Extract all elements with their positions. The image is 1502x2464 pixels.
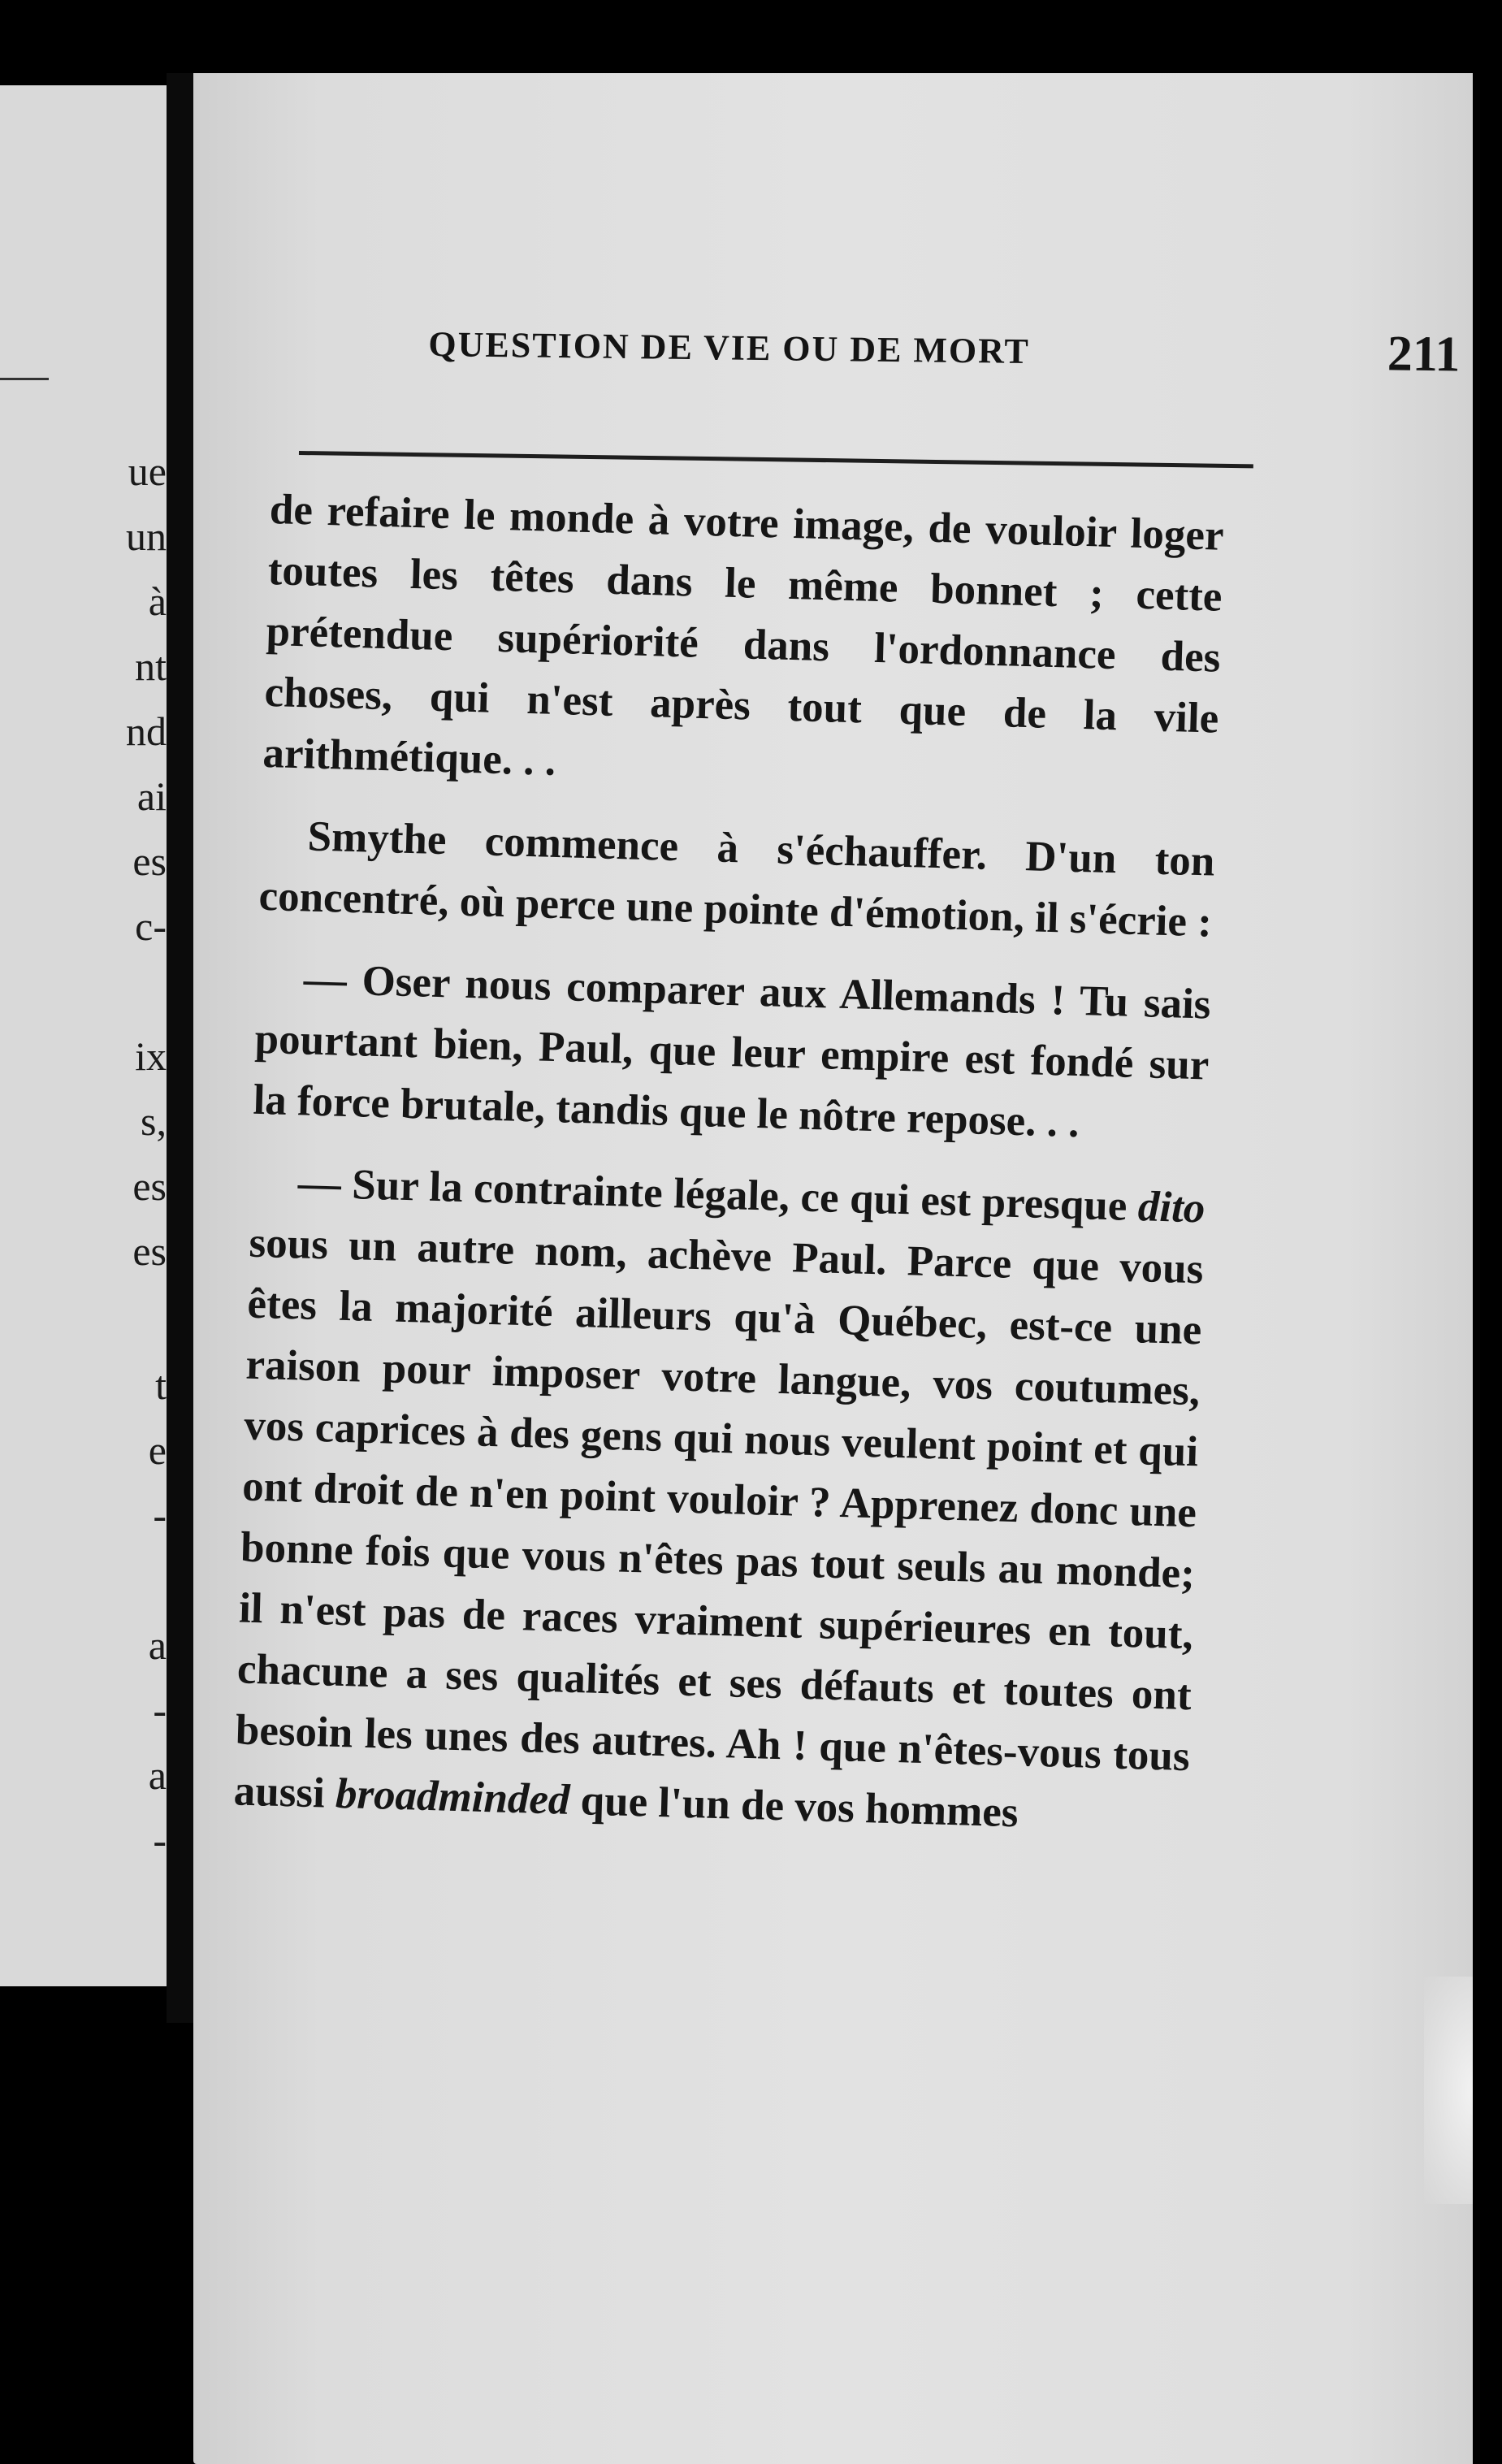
previous-page-sliver	[0, 85, 167, 1986]
paragraph-text: que l'un de vos hommes	[569, 1776, 1019, 1837]
paragraph: de refaire le monde à votre image, de vouloir loger toutes les têtes dans le même bonnet ; cette prétendue supériorité dans l'ordonnance des choses, qui n'est après tout que de la vile arithmétique. . .	[262, 485, 1225, 785]
italic-word: dito	[1137, 1183, 1206, 1232]
previous-page-fragment: e	[148, 1427, 167, 1473]
previous-page-fragment: nt	[135, 643, 167, 689]
previous-page-fragment: nd	[126, 708, 167, 754]
previous-page-fragment: à	[148, 578, 167, 624]
page-edge-wear	[1424, 1977, 1473, 2204]
previous-page-fragment: ue	[128, 448, 167, 494]
header-rule	[299, 451, 1253, 468]
previous-page-fragment: s,	[141, 1098, 167, 1144]
previous-page-fragment: es	[132, 1163, 167, 1209]
previous-page-fragment: un	[126, 513, 167, 559]
paragraph-text: — Sur la contrainte légale, ce qui est presque	[297, 1159, 1139, 1231]
previous-page-fragment: -	[153, 1687, 167, 1733]
previous-page-fragment: a	[148, 1622, 167, 1668]
previous-page-fragment: c-	[135, 903, 167, 949]
page-header	[428, 309, 1461, 395]
previous-page-fragment: es	[132, 838, 167, 884]
body-text	[232, 479, 1224, 1869]
book-page	[193, 73, 1473, 2464]
previous-page-fragment: -	[153, 1492, 167, 1538]
paragraph	[233, 1152, 1206, 1848]
paragraph-text: sous un autre nom, achève Paul. Parce que vous êtes la majorité ailleurs qu'à Québec, est-ce une raison pour imposer votre langue, vos coutumes, vos caprices à des gens qui nous veulent point et qui ont droit de n'en point vouloir ? Apprenez donc une bonne fois que vous n'êtes pas tout seuls au monde; il n'est pas de races vraiment supérieures en tout, chacune a ses qualités et ses défauts et toutes ont besoin les unes des autres. Ah ! que n'êtes-vous tous aussi	[233, 1219, 1205, 1817]
previous-page-fragment: ai	[136, 773, 167, 819]
page-number: 211	[1387, 326, 1461, 383]
previous-page-fragment: -	[153, 1817, 167, 1863]
previous-page-fragment: a	[148, 1752, 167, 1798]
paragraph: — Oser nous comparer aux Allemands ! Tu sais pourtant bien, Paul, que leur empire est fondé sur la force brutale, tandis que le nôtre repose. . .	[252, 955, 1212, 1147]
italic-word: broadminded	[335, 1769, 571, 1824]
previous-page-fragment: es	[132, 1228, 167, 1274]
running-title: QUESTION DE VIE OU DE MORT	[428, 323, 1031, 372]
previous-page-fragment: t	[155, 1362, 167, 1408]
previous-page-rule	[0, 378, 49, 380]
paragraph: Smythe commence à s'échauffer. D'un ton concentré, où perce une pointe d'émotion, il s'écrie :	[258, 812, 1216, 946]
previous-page-fragment: ix	[135, 1033, 167, 1079]
